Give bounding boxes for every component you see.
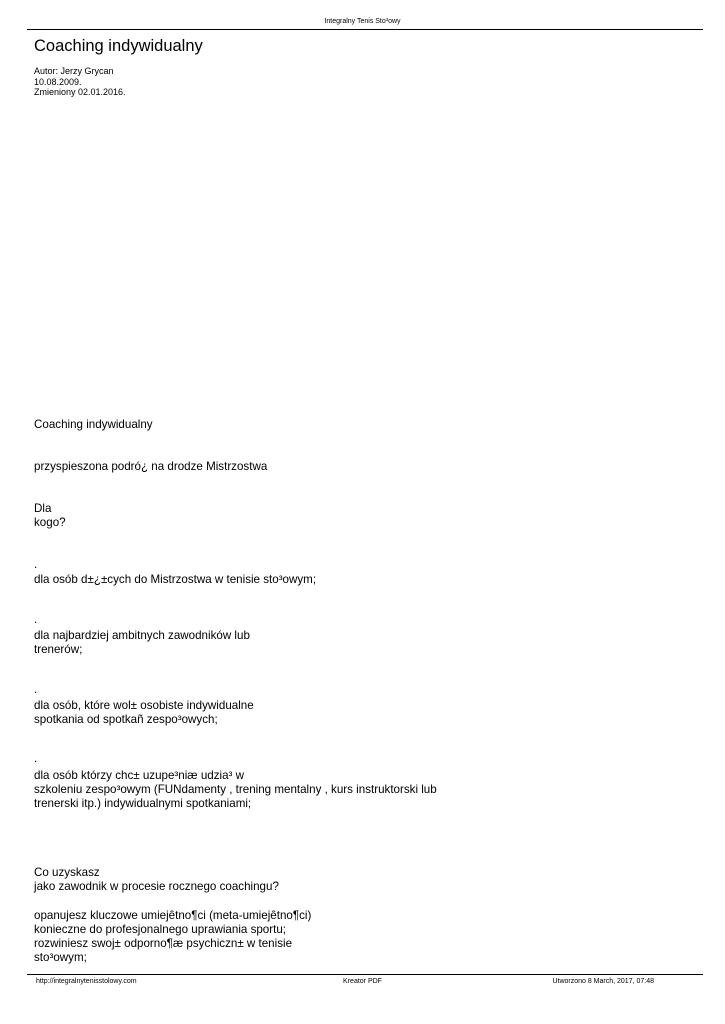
content-subheading: przyspieszona podró¿ na drodze Mistrzostwa [34, 460, 268, 473]
bullet-4-line-3: trenerski itp.) indywidualnymi spotkaniami; [34, 797, 252, 810]
bullet-4-line-1: dla osób którzy chc± uzupe³niæ udzia³ w [34, 769, 244, 782]
article-author: Autor: Jerzy Grycan [34, 66, 114, 76]
site-header-title: Integralny Tenis Sto³owy [324, 18, 401, 25]
bullet-3-mark: . [34, 683, 38, 696]
bullet-2-line-1: dla najbardziej ambitnych zawodników lub [34, 629, 250, 642]
for-whom-line-1: Dla [34, 502, 52, 515]
for-whom-line-2: kogo? [34, 516, 66, 529]
bullet-1-mark: . [34, 558, 38, 571]
footer-generator: Kreator PDF [343, 978, 382, 985]
footer-created: Utworzono 8 March, 2017, 07:48 [552, 978, 654, 985]
bullet-4-line-2: szkoleniu zespo³owym (FUNdamenty , trening mentalny , kurs instruktorski lub [34, 783, 437, 796]
gain-p1-line-1: opanujesz kluczowe umiejêtno¶ci (meta-umiejêtno¶ci) [34, 909, 312, 922]
bullet-1-line-1: dla osób d±¿±cych do Mistrzostwa w tenisie sto³owym; [34, 573, 317, 586]
header-rule [27, 29, 703, 30]
bullet-3-line-1: dla osób, które wol± osobiste indywidualne [34, 699, 254, 712]
bullet-2-mark: . [34, 613, 38, 626]
article-title: Coaching indywidualny [34, 37, 203, 55]
gain-p2-line-2: sto³owym; [34, 951, 87, 964]
bullet-2-line-2: trenerów; [34, 643, 83, 656]
footer-url-link[interactable]: http://integralnytenisstolowy.com [36, 978, 137, 985]
article-meta [34, 66, 126, 98]
bullet-3-line-2: spotkania od spotkañ zespo³owych; [34, 713, 218, 726]
footer-rule [27, 974, 703, 975]
bullet-4-mark: . [34, 752, 38, 765]
content-heading: Coaching indywidualny [34, 418, 153, 431]
gain-heading-line-2: jako zawodnik w procesie rocznego coachingu? [34, 880, 279, 893]
gain-heading-line-1: Co uzyskasz [34, 866, 100, 879]
gain-p2-line-1: rozwiniesz swoj± odporno¶æ psychiczn± w tenisie [34, 937, 293, 950]
article-modified: Zmieniony 02.01.2016. [34, 87, 126, 97]
gain-p1-line-2: konieczne do profesjonalnego uprawiania sportu; [34, 923, 287, 936]
article-date: 10.08.2009. [34, 76, 82, 87]
